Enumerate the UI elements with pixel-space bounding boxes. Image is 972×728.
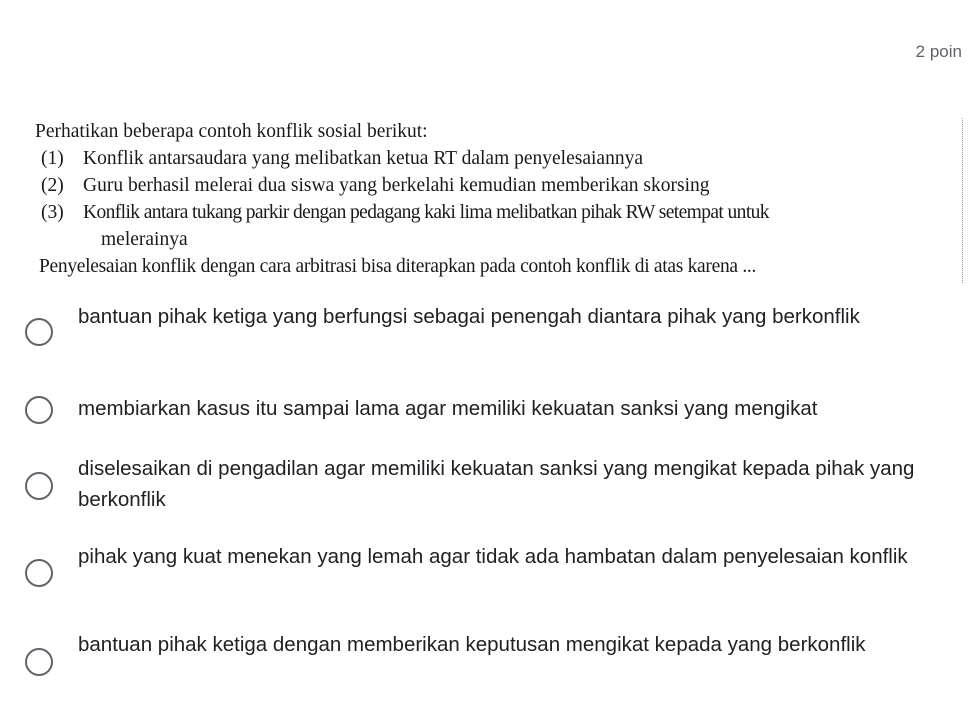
question-item-text: Konflik antara tukang parkir dengan pedagang kaki lima melibatkan pihak RW setempat untuk (83, 202, 769, 223)
option-label[interactable]: membiarkan kasus itu sampai lama agar memiliki kekuatan sanksi yang mengikat (78, 397, 818, 420)
option-label[interactable]: bantuan pihak ketiga yang berfungsi sebagai penengah diantara pihak yang berkonflik (78, 305, 860, 328)
radio-button[interactable] (25, 318, 53, 346)
question-item-number: (2) (41, 175, 64, 196)
question-prompt: Penyelesaian konflik dengan cara arbitrasi bisa diterapkan pada contoh konflik di atas karena ... (39, 256, 757, 277)
question-intro: Perhatikan beberapa contoh konflik sosial berikut: (35, 121, 428, 142)
question-item-number: (3) (41, 202, 64, 223)
radio-button[interactable] (25, 648, 53, 676)
option-label[interactable]: bantuan pihak ketiga dengan memberikan keputusan mengikat kepada yang berkonflik (78, 633, 866, 656)
radio-button[interactable] (25, 559, 53, 587)
question-item-continuation-text: melerainya (101, 229, 188, 250)
radio-button[interactable] (25, 472, 53, 500)
image-edge-divider (962, 118, 963, 283)
option-label[interactable]: pihak yang kuat menekan yang lemah agar tidak ada hambatan dalam penyelesaian konflik (78, 545, 908, 568)
question-item-number: (1) (41, 148, 64, 169)
question-item-text: Guru berhasil melerai dua siswa yang berkelahi kemudian memberikan skorsing (83, 175, 710, 196)
option-label[interactable]: diselesaikan di pengadilan agar memiliki kekuatan sanksi yang mengikat kepada pihak yang berkonflik (78, 457, 915, 511)
radio-button[interactable] (25, 396, 53, 424)
question-item-text: Konflik antarsaudara yang melibatkan ketua RT dalam penyelesaiannya (83, 148, 643, 169)
points-label: 2 poin (915, 42, 962, 61)
question-image (35, 118, 963, 283)
